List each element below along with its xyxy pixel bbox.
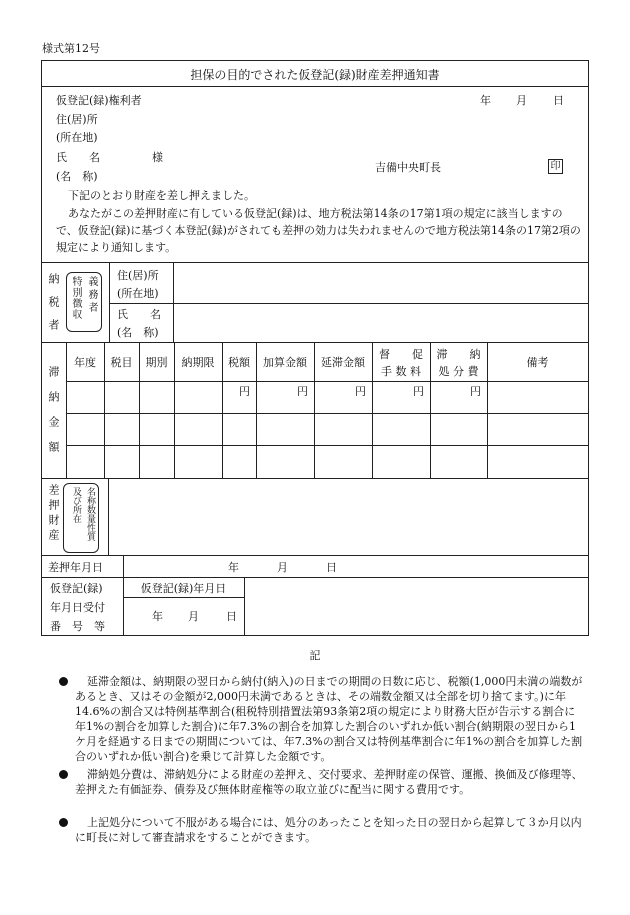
- location-label: (所在地): [56, 131, 98, 144]
- header-surcharge: 加算金額: [263, 356, 307, 369]
- header-disposition-cost-1: 滞 納: [436, 348, 481, 361]
- body-text-1: 下記のとおり財産を差し押えました。: [68, 189, 255, 202]
- tp-location-label: (所在地): [117, 287, 159, 300]
- seizure-date-month: 月: [277, 561, 288, 574]
- obligor-label: 義務者: [86, 276, 97, 315]
- yen-unit: 円: [239, 385, 250, 398]
- divider: [66, 381, 588, 382]
- divider: [123, 597, 244, 598]
- holder-label: 仮登記(録)権利者: [56, 94, 142, 107]
- note-1: 延滞金額は、納期限の翌日から納付(納入)の日までの期間の日数に応じ、税額(1,000円未満の端数があるとき、又はその金額が2,000円未満であるときは、その端数金額又は全部を切り捨てます。)に年14.6%の割合又は特例基準割合(租税特別措置法第93条第2項の規定により財務大臣が告示する割合に年1%の割合を加算した割合)に年7.3%の割合を加算した割合のいずれか低い割合(納期限の翌日から1ケ月を経過する日までの期間については、年7.3%の割合又は特例基準割合に年1%の割合を加算した割合のいずれか低い割合)を乗じて計算した金額です。: [75, 675, 583, 763]
- body-text-2: あなたがこの差押財産に有している仮登記(録)は、地方税法第14条の17第1項の規定に該当しますので、仮登記(録)に基づく本登記(録)がされても差押の効力は失われませんので地方税法第14条の17第2項の規定により通知します。: [56, 207, 581, 254]
- date-month: 月: [516, 94, 527, 107]
- taxpayer-label: 納税者: [47, 273, 60, 342]
- frame-left: [41, 60, 42, 636]
- tp-address-label: 住(居)所: [117, 269, 159, 282]
- frame-top: [41, 60, 589, 61]
- divider: [372, 342, 373, 478]
- header-reminder-fee-1: 督 促: [379, 348, 423, 361]
- divider: [66, 413, 588, 414]
- provisional-date-day: 日: [226, 610, 237, 623]
- bullet-icon: [59, 770, 68, 779]
- name-label: 氏 名: [56, 151, 100, 164]
- issuer-name: 吉備中央町長: [375, 161, 441, 174]
- provisional-date-year: 年: [152, 610, 163, 623]
- provisional-label-3: 番 号 等: [50, 620, 105, 633]
- yen-unit: 円: [413, 385, 424, 398]
- note-2: 滞納処分費は、滞納処分による財産の差押え、交付要求、差押財産の保管、運搬、換価及び修理等、差押えた有価証券、債券及び無体財産権等の取立並びに配当に関する費用です。: [75, 768, 583, 796]
- divider: [66, 445, 588, 446]
- tp-corp-name-label: (名 称): [117, 326, 159, 339]
- yen-unit: 円: [470, 385, 481, 398]
- special-collector-label: 特別徴収: [70, 276, 81, 320]
- provisional-label-1: 仮登記(録): [50, 582, 103, 595]
- arrears-label: 滞納金額: [47, 366, 60, 466]
- divider: [173, 262, 174, 342]
- seized-property-sub: 名称数量性質及び所在: [71, 487, 95, 541]
- header-delinquency-charge: 延滞金額: [321, 356, 365, 369]
- address-label: 住(居)所: [56, 113, 98, 126]
- sama-label: 様: [152, 151, 163, 164]
- header-disposition-cost-2: 処 分 費: [438, 365, 479, 378]
- header-period: 期別: [145, 356, 168, 369]
- provisional-label-2: 年月日受付: [50, 601, 105, 614]
- divider: [430, 342, 431, 478]
- document-title: 担保の目的でされた仮登記(録)財産差押通知書: [190, 68, 440, 82]
- header-tax-item: 税目: [110, 356, 133, 369]
- ki-heading: 記: [309, 649, 321, 662]
- form-number: 様式第12号: [42, 42, 100, 55]
- divider: [41, 262, 589, 263]
- yen-unit: 円: [355, 385, 366, 398]
- corp-name-label: (名 称): [56, 170, 98, 183]
- seizure-date-year: 年: [228, 561, 239, 574]
- seizure-date-day: 日: [326, 561, 337, 574]
- seized-property-label: 差押財産: [47, 484, 60, 544]
- seal-mark: 印: [548, 159, 563, 174]
- note-3: 上記処分について不服がある場合には、処分のあったことを知った日の翌日から起算して３か月以内に町長に対して審査請求をすることができます。: [75, 816, 582, 844]
- divider: [244, 577, 245, 635]
- frame-right: [588, 60, 589, 636]
- date-day: 日: [553, 94, 564, 107]
- header-due-date: 納期限: [181, 356, 215, 369]
- header-remarks: 備考: [526, 356, 549, 369]
- bullet-icon: [59, 677, 68, 686]
- tp-name-label: 氏 名: [117, 308, 161, 321]
- bullet-icon: [59, 818, 68, 827]
- divider: [41, 86, 589, 87]
- divider: [123, 555, 124, 577]
- header-tax-amount: 税額: [228, 356, 250, 369]
- header-reminder-fee-2: 手 数 料: [381, 365, 421, 378]
- divider: [108, 478, 109, 555]
- provisional-date-label: 仮登記(録)年月日: [140, 582, 227, 595]
- yen-unit: 円: [297, 385, 308, 398]
- date-year: 年: [480, 94, 491, 107]
- divider: [41, 478, 589, 479]
- divider: [41, 342, 589, 343]
- frame-bottom: [41, 635, 589, 636]
- provisional-date-month: 月: [188, 610, 199, 623]
- header-year: 年度: [74, 356, 96, 369]
- divider: [109, 262, 110, 342]
- divider: [109, 303, 589, 304]
- seizure-date-label: 差押年月日: [48, 561, 103, 574]
